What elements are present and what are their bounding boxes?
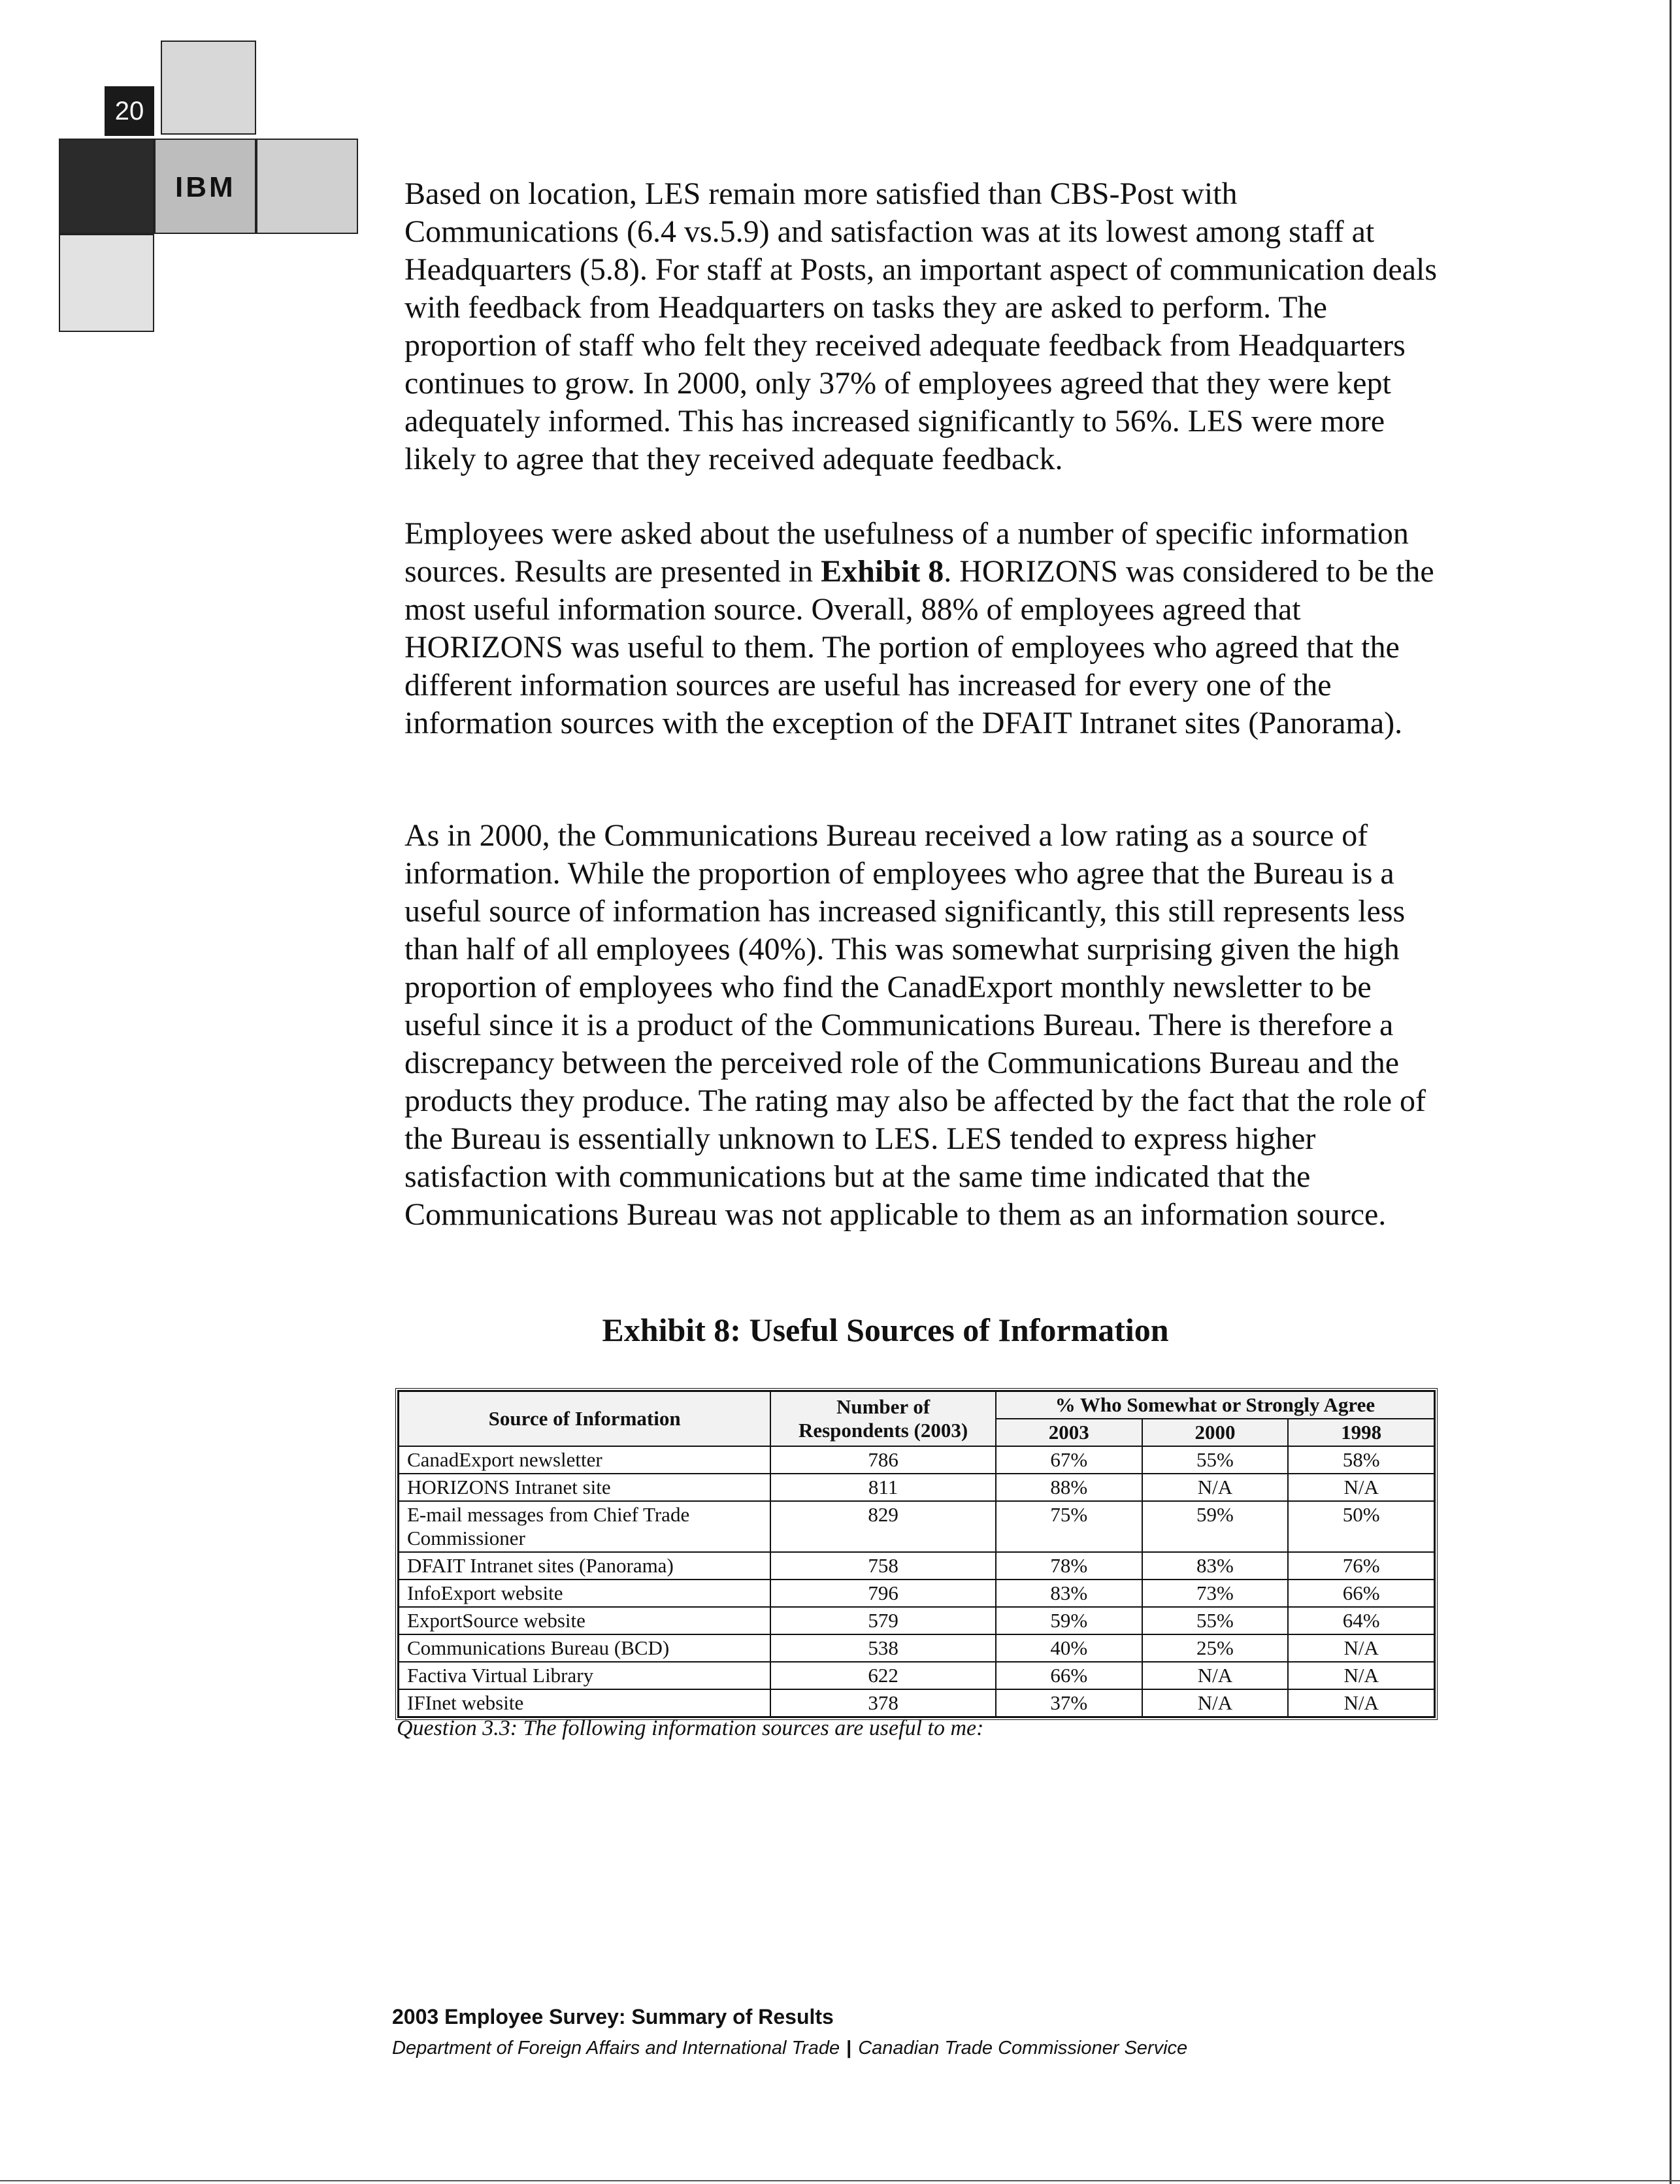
row-1998: N/A (1288, 1689, 1434, 1717)
row-source: E-mail messages from Chief Trade Commissioner (399, 1501, 770, 1552)
table-row (399, 1689, 1434, 1717)
row-respondents: 378 (770, 1689, 996, 1717)
header-source: Source of Information (399, 1391, 770, 1446)
table-row (399, 1552, 1434, 1580)
row-2003: 88% (996, 1474, 1142, 1501)
row-respondents: 786 (770, 1446, 996, 1474)
paragraph-information-sources (404, 515, 1443, 742)
row-respondents: 622 (770, 1662, 996, 1689)
row-2000: N/A (1142, 1689, 1289, 1717)
exhibit-title: Exhibit 8: Useful Sources of Information (602, 1312, 1169, 1348)
table-row (399, 1474, 1434, 1501)
exhibit-table-container (395, 1388, 1438, 1720)
paragraph-text-before: Employees were asked about the usefulness of a number of specific information sources. Results are presented in (404, 516, 1409, 589)
paragraph-text-after: . HORIZONS was considered to be the most useful information source. Overall, 88% of employees agreed that HORIZONS was useful to them. The portion of employees who agreed that the different information sources are useful has increased for every one of the information sources with the exception of the DFAIT Intranet sites (Panorama). (404, 554, 1434, 740)
row-1998: 64% (1288, 1607, 1434, 1634)
row-2003: 59% (996, 1607, 1142, 1634)
row-source: CanadExport newsletter (399, 1446, 770, 1474)
row-respondents: 796 (770, 1580, 996, 1607)
table-body (399, 1446, 1434, 1717)
row-2000: N/A (1142, 1662, 1289, 1689)
table-header-row (399, 1391, 1434, 1419)
row-2000: N/A (1142, 1474, 1289, 1501)
header-block-bottom (59, 234, 154, 332)
row-1998: 58% (1288, 1446, 1434, 1474)
header-year-2000: 2000 (1142, 1419, 1289, 1446)
header-year-1998: 1998 (1288, 1419, 1434, 1446)
row-respondents: 538 (770, 1634, 996, 1662)
header-block-right (256, 139, 358, 234)
row-source: Communications Bureau (BCD) (399, 1634, 770, 1662)
page-edge-bottom (0, 2180, 1680, 2181)
row-source: IFInet website (399, 1689, 770, 1717)
header-agree: % Who Somewhat or Strongly Agree (996, 1391, 1434, 1419)
row-respondents: 811 (770, 1474, 996, 1501)
ibm-logo: IBM (175, 171, 236, 203)
row-2003: 67% (996, 1446, 1142, 1474)
table-row (399, 1634, 1434, 1662)
row-1998: N/A (1288, 1474, 1434, 1501)
row-source: DFAIT Intranet sites (Panorama) (399, 1552, 770, 1580)
row-1998: N/A (1288, 1662, 1434, 1689)
header-respondents: Number of Respondents (2003) (770, 1391, 996, 1446)
row-1998: 66% (1288, 1580, 1434, 1607)
row-1998: N/A (1288, 1634, 1434, 1662)
row-2003: 37% (996, 1689, 1142, 1717)
row-2000: 83% (1142, 1552, 1289, 1580)
table-row (399, 1607, 1434, 1634)
row-1998: 50% (1288, 1501, 1434, 1552)
row-2000: 25% (1142, 1634, 1289, 1662)
paragraph-location-satisfaction: Based on location, LES remain more satisfied than CBS-Post with Communications (6.4 vs.5.9) and satisfaction was at its lowest among staff at Headquarters (5.8). For staff at Posts, an important aspect of communication deals with feedback from Headquarters on tasks they are asked to perform. The proportion of staff who felt they received adequate feedback from Headquarters continues to grow. In 2000, only 37% of employees agreed that they were kept adequately informed. This has increased significantly to 56%. LES were more likely to agree that they received adequate feedback. (404, 176, 1438, 476)
row-2000: 73% (1142, 1580, 1289, 1607)
row-1998: 76% (1288, 1552, 1434, 1580)
paragraph-communications-bureau: As in 2000, the Communications Bureau received a low rating as a source of information. While the proportion of employees who agree that the Bureau is a useful source of information has increased significantly, this still represents less than half of all employees (40%). This was somewhat surprising given the high proportion of employees who find the CanadExport monthly newsletter to be useful since it is a product of the Communications Bureau. There is therefore a discrepancy between the perceived role of the Communications Bureau and the products they produce. The rating may also be affected by the fact that the role of the Bureau is essentially unknown to LES. LES tended to express higher satisfaction with communications but at the same time indicated that the Communications Bureau was not applicable to them as an information source. (404, 818, 1426, 1232)
exhibit-table (398, 1391, 1435, 1717)
footer-subtitle (392, 2038, 1187, 2059)
row-2000: 59% (1142, 1501, 1289, 1552)
row-source: Factiva Virtual Library (399, 1662, 770, 1689)
row-source: ExportSource website (399, 1607, 770, 1634)
table-row (399, 1580, 1434, 1607)
footer-title: 2003 Employee Survey: Summary of Results (392, 2005, 834, 2028)
row-source: HORIZONS Intranet site (399, 1474, 770, 1501)
row-2003: 66% (996, 1662, 1142, 1689)
footer-department: Department of Foreign Affairs and International Trade (392, 2038, 840, 2059)
row-respondents: 829 (770, 1501, 996, 1552)
header-block-dark (59, 139, 154, 234)
row-respondents: 758 (770, 1552, 996, 1580)
page-edge-right (1670, 0, 1672, 2184)
table-row (399, 1662, 1434, 1689)
table-row (399, 1446, 1434, 1474)
exhibit-reference: Exhibit 8 (821, 554, 944, 589)
row-2003: 75% (996, 1501, 1142, 1552)
row-2000: 55% (1142, 1607, 1289, 1634)
row-2003: 83% (996, 1580, 1142, 1607)
page-number: 20 (105, 86, 154, 136)
footer-service: Canadian Trade Commissioner Service (858, 2038, 1188, 2059)
row-source: InfoExport website (399, 1580, 770, 1607)
header-year-2003: 2003 (996, 1419, 1142, 1446)
row-respondents: 579 (770, 1607, 996, 1634)
table-row (399, 1501, 1434, 1552)
header-block-top (161, 41, 256, 135)
row-2000: 55% (1142, 1446, 1289, 1474)
footer-separator: | (846, 2038, 852, 2059)
table-caption: Question 3.3: The following information sources are useful to me: (397, 1716, 984, 1740)
row-2003: 40% (996, 1634, 1142, 1662)
row-2003: 78% (996, 1552, 1142, 1580)
